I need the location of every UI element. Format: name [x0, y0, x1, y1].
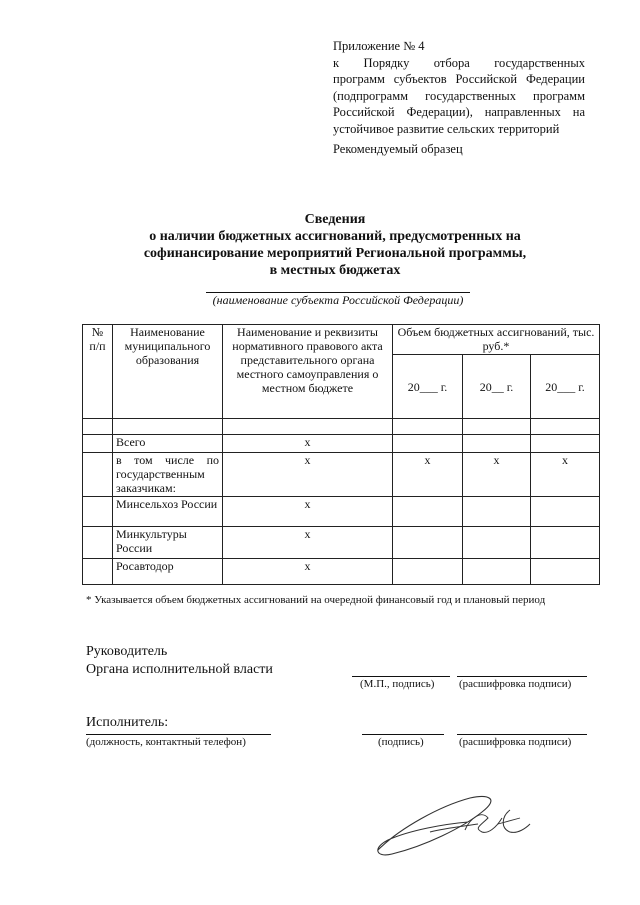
subject-caption: (наименование субъекта Российской Федерации) — [212, 293, 464, 307]
title-line: софинансирование мероприятий Региональной программы, — [143, 246, 527, 261]
cell-year-3 — [531, 559, 600, 585]
appendix-number: Приложение № 4 — [333, 39, 425, 53]
cell-year-1 — [393, 419, 463, 435]
executor-decoding-line — [457, 734, 587, 735]
cell-year-3 — [531, 435, 600, 453]
head-signature-line — [352, 676, 450, 677]
table-row — [83, 453, 600, 497]
executor-label: Исполнитель: — [86, 715, 169, 730]
cell-year-2 — [463, 419, 531, 435]
cell-year-1 — [393, 559, 463, 585]
appendix-block — [333, 38, 585, 137]
header-year-1: 20___ г. — [393, 355, 463, 419]
cell-year-2 — [463, 435, 531, 453]
document-title — [100, 211, 570, 279]
cell-name: Всего — [113, 435, 223, 453]
recommended-sample-label: Рекомендуемый образец — [333, 142, 463, 156]
cell-act: х — [223, 527, 393, 559]
executor-decoding-caption: (расшифровка подписи) — [459, 736, 572, 748]
cell-num — [83, 559, 113, 585]
title-line: о наличии бюджетных ассигнований, предусмотренных на — [149, 229, 521, 244]
cell-act: х — [223, 497, 393, 527]
executor-signature-caption: (подпись) — [378, 736, 424, 748]
header-year-3: 20___ г. — [531, 355, 600, 419]
cell-year-1 — [393, 435, 463, 453]
cell-year-2 — [463, 559, 531, 585]
appendix-text-line: устойчивое развитие сельских территорий — [333, 121, 560, 136]
cell-num — [83, 435, 113, 453]
cell-year-2: х — [463, 453, 531, 497]
cell-act: х — [223, 435, 393, 453]
cell-name: Минкультуры России — [113, 527, 223, 559]
cell-name: Росавтодор — [113, 559, 223, 585]
cell-act — [223, 419, 393, 435]
budget-table — [82, 324, 600, 585]
cell-name — [113, 419, 223, 435]
cell-act: х — [223, 453, 393, 497]
cell-act: х — [223, 559, 393, 585]
cell-year-3 — [531, 527, 600, 559]
cell-year-1 — [393, 497, 463, 527]
appendix-text-line: программ субъектов Российской Федерации — [333, 72, 585, 86]
cell-num — [83, 453, 113, 497]
table-row — [83, 435, 600, 453]
head-stamp-caption: (М.П., подпись) — [360, 678, 435, 690]
table-row — [83, 559, 600, 585]
cell-num — [83, 419, 113, 435]
appendix-text-line: к Порядку отбора государственных — [333, 55, 585, 70]
head-decoding-line — [457, 676, 587, 677]
head-title — [86, 643, 273, 679]
cell-num — [83, 497, 113, 527]
table-row — [83, 527, 600, 559]
footnote: * Указывается объем бюджетных ассигнований на очередной финансовый год и плановый период — [86, 594, 546, 606]
cell-num — [83, 527, 113, 559]
cell-year-3: х — [531, 453, 600, 497]
header-volume: Объем бюджетных ассигнований, тыс. руб.* — [393, 325, 600, 355]
appendix-text-line: Российской Федерации), направленных на — [333, 105, 585, 119]
header-act: Наименование и реквизиты нормативного правового акта представительного органа местного самоуправления о местном бюджете — [223, 325, 393, 419]
head-title-line: Органа исполнительной власти — [86, 662, 273, 677]
cell-year-3 — [531, 419, 600, 435]
title-line: в местных бюджетах — [269, 263, 401, 278]
header-municipality: Наименование муниципального образования — [113, 325, 223, 419]
cell-name: в том числе по государственным заказчикам: — [113, 453, 223, 497]
cell-year-2 — [463, 527, 531, 559]
head-title-line: Руководитель — [86, 644, 168, 659]
cell-year-1: х — [393, 453, 463, 497]
title-line: Сведения — [304, 212, 366, 227]
header-num: № п/п — [83, 325, 113, 419]
table-row — [83, 419, 600, 435]
cell-year-1 — [393, 527, 463, 559]
executor-position-caption: (должность, контактный телефон) — [86, 736, 246, 748]
executor-position-line — [86, 734, 271, 735]
cell-year-2 — [463, 497, 531, 527]
cell-name: Минсельхоз России — [113, 497, 223, 527]
handwritten-signature — [370, 788, 540, 868]
header-row — [83, 325, 600, 355]
head-decoding-caption: (расшифровка подписи) — [459, 678, 572, 690]
table-row — [83, 497, 600, 527]
cell-year-3 — [531, 497, 600, 527]
header-year-2: 20__ г. — [463, 355, 531, 419]
executor-signature-line — [362, 734, 444, 735]
appendix-text-line: (подпрограмм государственных программ — [333, 88, 585, 103]
